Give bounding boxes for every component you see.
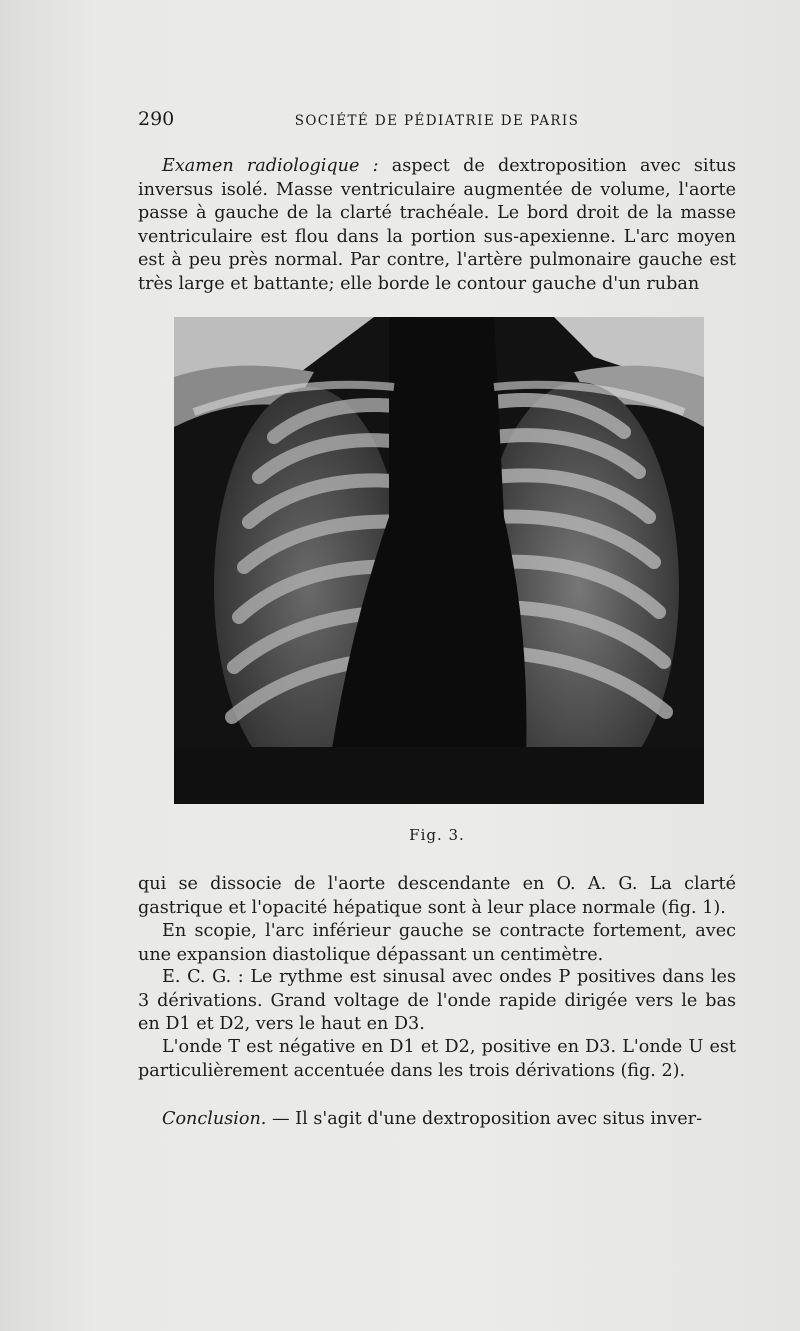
- paragraph-scopie: En scopie, l'arc inférieur gauche se contracte fortement, avec une expansion diastolique dépassant un centimètre.: [138, 921, 736, 965]
- conclusion-lead: Conclusion.: [162, 1109, 267, 1129]
- page-header: [138, 108, 736, 134]
- xray-image: [174, 317, 704, 804]
- paragraph-ecg: E. C. G. : Le rythme est sinusal avec ondes P positives dans les 3 dérivations. Grand voltage de l'onde rapide dirigée vers le bas en D1 et D2, vers le haut en D3.: [138, 967, 736, 1035]
- radiology-lead: Examen radiologique :: [162, 156, 379, 176]
- conclusion-body: — Il s'agit d'une dextroposition avec situs inver-: [266, 1109, 703, 1129]
- radiology-body: aspect de dextroposition avec situs inversus isolé. Masse ventriculaire augmentée de volume, l'aorte passe à gauche de la clarté trachéale. Le bord droit de la masse ventriculaire est flou dans la portion sus-apexienne. L'arc moyen est à peu près normal. Par contre, l'artère pulmonaire gauche est très large et battante; elle borde le contour gauche d'un ruban: [138, 156, 736, 294]
- paragraph-radiology: [138, 155, 736, 297]
- figure-caption: Fig. 3.: [409, 826, 465, 844]
- paragraph-continuation: qui se dissocie de l'aorte descendante en O. A. G. La clarté gastrique et l'opacité hépatique sont à leur place normale (fig. 1).: [138, 874, 736, 918]
- paragraph-onde-t: L'onde T est négative en D1 et D2, positive en D3. L'onde U est particulièrement accentuée dans les trois dérivations (fig. 2).: [138, 1037, 736, 1081]
- page-number: 290: [138, 108, 175, 130]
- chest-xray-figure: [174, 317, 704, 804]
- paragraph-conclusion: [138, 1108, 736, 1132]
- running-title: SOCIÉTÉ DE PÉDIATRIE DE PARIS: [294, 113, 580, 129]
